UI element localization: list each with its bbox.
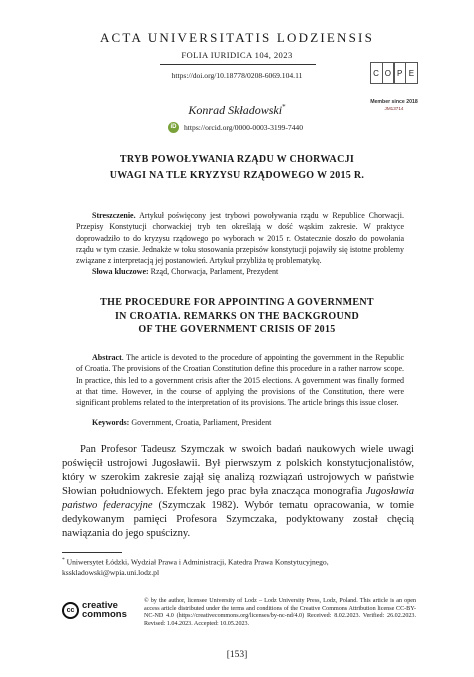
orcid-icon: iD (168, 122, 179, 133)
license-text: © by the author, licensee University of Lodz – Lodz University Press, Lodz, Poland. This article is an open access article distributed under the terms and conditions of the Creative Commons Attribution license CC-BY-NC-ND 4.0 (https://creativecommons.org/licenses/by-nc-nd/4.0) Received: 8.02.2023. Verified: 26.02.2023. Revised: 1.04.2023. Accepted: 10.05.2023. (144, 598, 416, 628)
title-english-line: IN CROATIA. REMARKS ON THE BACKGROUND (114, 310, 360, 322)
title-english (20, 296, 454, 337)
creative-commons-logo[interactable] (62, 599, 138, 621)
cc-word: creative (82, 600, 118, 611)
footnote-mark: * (62, 557, 65, 563)
cope-letter: C (370, 62, 383, 84)
author-name-text: Konrad Składowski (188, 103, 283, 117)
abstract-polish-label: Streszczenie. (92, 211, 136, 220)
title-english-line: OF THE GOVERNMENT CRISIS OF 2015 (138, 324, 336, 335)
body-paragraph (62, 443, 414, 541)
journal-issue: FOLIA IURIDICA 104, 2023 (181, 50, 293, 60)
footnote (62, 555, 414, 579)
author-footnote-mark: * (282, 103, 286, 111)
cope-badge[interactable] (370, 62, 418, 96)
title-polish (20, 152, 454, 184)
cope-letter: P (394, 62, 407, 84)
cope-caption: Member since 2018 (370, 99, 418, 105)
keywords-polish-label: Słowa kluczowe: (92, 267, 149, 276)
abstract-english (76, 352, 404, 408)
monograph-title: Jugosławia państwo federacyjne (62, 486, 414, 511)
title-polish-line: UWAGI NA TLE KRYZYSU RZĄDOWEGO W 2015 R. (109, 170, 365, 181)
title-polish-line: TRYB POWOŁYWANIA RZĄDU W CHORWACJI (119, 154, 355, 165)
page-number: [153] (226, 650, 248, 660)
journal-title: ACTA UNIVERSITATIS LODZIENSIS (99, 30, 375, 45)
header-divider (160, 64, 316, 65)
footnote-divider (62, 552, 122, 553)
author-name (0, 103, 474, 118)
cc-word: commons (82, 609, 127, 620)
doi-link[interactable]: https://doi.org/10.18778/0208-6069.104.11 (171, 71, 303, 80)
keywords-english-text: Government, Croatia, Parliament, President (129, 418, 272, 427)
cc-icon: cc (62, 602, 79, 619)
orcid-link[interactable]: https://orcid.org/0000-0003-3199-7440 (184, 122, 304, 132)
title-english-line: THE PROCEDURE FOR APPOINTING A GOVERNMENT (100, 297, 374, 308)
keywords-english-label: Keywords: (92, 418, 130, 427)
orcid-row (168, 121, 303, 133)
cope-member-id: JM13714 (384, 106, 404, 111)
abstract-polish (76, 210, 404, 266)
keywords-polish (76, 267, 404, 276)
body-text-part: Pan Profesor Tadeusz Szymczak w swoich badań naukowych wiele uwagi poświęcił ustrojowi Jugosławii. Był pierwszym z polskich konstytucjonalistów, który w szerokim zakresie zajął się analizą rozwiązań ustrojowych w państwie Słowian południowych. Efektem jego prac była znacząca monografia (62, 444, 414, 497)
keywords-english (76, 418, 404, 427)
keywords-polish-text: Rząd, Chorwacja, Parlament, Prezydent (148, 267, 279, 276)
abstract-polish-text: Artykuł poświęcony jest trybowi powoływania rządu w Republice Chorwacji. Przepisy Konstytucji chorwackiej tryb ten określają w dość wąskim zakresie. W praktyce doprowadziło to do kryzysu rządowego po wyborach w 2015 r. Ostatecznie doszło do powołania rządu w tym czasie. Jednakże w toku stosowania przepisów konstytucji pojawiły się istotne problemy związane z interpretacją jej postanowień. Artykuł przybliża tę problematykę. (76, 211, 404, 266)
cope-letter: O (382, 62, 395, 84)
abstract-english-text: . The article is devoted to the procedure of appointing the government in the Republic of Croatia. The provisions of the Croatian Constitution define this procedure in a rather narrow scope. In practice, this led to a government crisis after the 2015 elections. A government was finally formed at that time. However, in the course of applying the provisions of the Constitution, there were significant problems related to the interpretation of its provisions. The article brings this issue closer. (76, 353, 404, 408)
footnote-text: Uniwersytet Łódzki, Wydział Prawa i Administracji, Katedra Prawa Konstytucyjnego, ksskladowski@wpia.uni.lodz.pl (62, 557, 329, 578)
body-text-part: (Szymczak 1982). Wybór tematu opracowania, w tomie dedykowanym pamięci Profesora Szymczaka, podyktowany został chęcią nawiązania do jego spuścizny. (62, 500, 414, 539)
abstract-english-label: Abstract (92, 353, 122, 362)
cope-letter: E (405, 62, 418, 84)
